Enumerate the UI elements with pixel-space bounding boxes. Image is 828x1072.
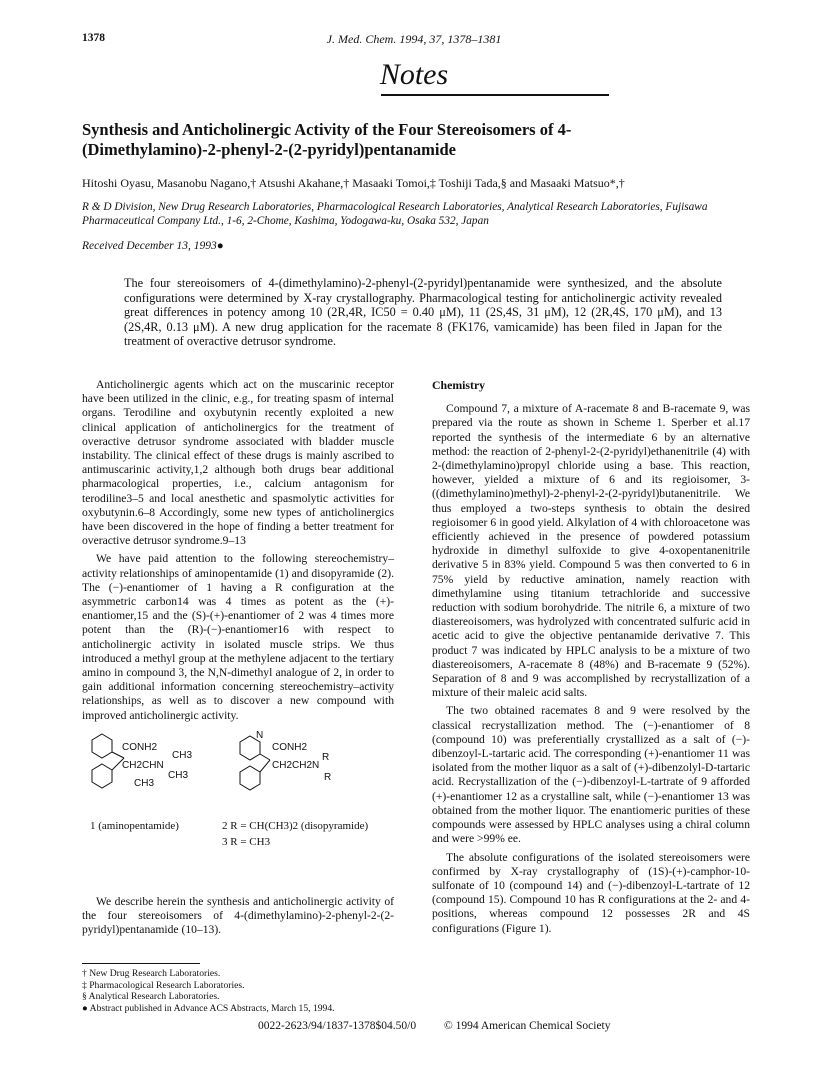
structure-label: N xyxy=(256,730,264,741)
paragraph: The absolute configurations of the isolated stereoisomers were confirmed by X-ray crystallography of (1S)-(+)-camphor-10-sulfonate of 10 (compound 14) and (−)-dibenzoyl-L-tartrate of 12 (compound 15). Compound 10 has R configurations at the 2- and 4-positions, whereas compound 12 possesses 2R and 4S configurations (Figure 1). xyxy=(432,850,750,935)
footer-copyright: © 1994 American Chemical Society xyxy=(444,1020,611,1032)
paragraph: Compound 7, a mixture of A-racemate 8 and B-racemate 9, was prepared via the route as shown in Scheme 1. Sperber et al.17 reported the synthesis of the intermediate 6 by an alternative method: the reaction of 2-phenyl-2-(2-pyridyl)ethanenitrile (4) with 2-(dimethylamino)propyl chloride using a base. This reaction, however, yielded a mixture of 6 and its regioisomer, 3-((dimethylamino)methyl)-2-phenyl-2-(2-pyridyl)butanenitrile. We thus employed a two-steps synthesis to obtain the desired regioisomer 6 in good yield. Alkylation of 4 with chloroacetone was efficiently achieved in the presence of powdered potassium hydroxide in dimethyl sulfoxide to give 4-oxopentanenitrile derivative 5 in 83% yield. Compound 5 was then converted to 6 in 75% yield by reductive amination, namely reaction with dimethylamine using titanium tetrachloride and successive reduction with sodium borohydride. The nitrile 6, a mixture of two diastereoisomers, was hydrolyzed with concentrated sulfuric acid in acetic acid to give the objective pentanamide derivative 7. This product 7 was indicated by HPLC analysis to be a mixture of two diastereoisomers, A-racemate 8 (48%) and B-racemate 9 (52%). Separation of 8 and 9 was accomplished by recrystallization of a mixture of their maleic acid salts. xyxy=(432,402,750,700)
footnote-rule xyxy=(82,963,200,964)
paragraph: We have paid attention to the following stereochemistry–activity relationships of aminopentamide (1) and disopyramide (2). The (−)-enantiomer of 1 having a R configuration at the asymmetric carbon14 was 4 times as potent as the (+)-enantiomer,15 and the (S)-(+)-enantiomer of 2 was 4 times more potent than the (R)-(−)-enantiomer16 with respect to anticholinergic activity in isolated muscle strips. We thus introduced a methyl group at the methylene adjacent to the tertiary amino in compound 3, the N,N-dimethyl analogue of 2, in order to gain additional information concerning stereochemistry–activity relationships, as well as to discover a new compound with improved anticholinergic activity. xyxy=(82,552,394,722)
structure-label: CH3 xyxy=(172,750,193,761)
figure-caption: 1 (aminopentamide) xyxy=(90,820,179,832)
section-heading: Notes xyxy=(379,58,449,91)
footnote: † New Drug Research Laboratories. xyxy=(82,968,221,979)
footnote: ‡ Pharmacological Research Laboratories. xyxy=(82,979,245,991)
footnote: § Analytical Research Laboratories. xyxy=(82,991,220,1002)
structure-label: CH2CH2N xyxy=(272,760,320,771)
received-date: Received December 13, 1993● xyxy=(82,240,224,252)
figure-caption: 2 R = CH(CH3)2 (disopyramide) xyxy=(222,820,369,832)
left-column-end xyxy=(82,895,394,942)
subsection-heading: Chemistry xyxy=(432,378,486,392)
structure-label: R xyxy=(324,772,332,783)
abstract: The four stereoisomers of 4-(dimethylamino)-2-phenyl-(2-pyridyl)pentanamide were synthesized, and the absolute configurations were determined by X-ray crystallography. Pharmacological testing for anticholinergic activity revealed great differences in potency among 10 (2R,4R, IC50 = 0.40 μM), 11 (2S,4S, 31 μM), 12 (2R,4S, 170 μM), and 13 (2S,4R, 0.13 μM). A new drug application for the racemate 8 (FK176, vamicamide) has been filed in Japan for the treatment of overactive detrusor syndrome. xyxy=(124,276,722,349)
affiliation: R & D Division, New Drug Research Laboratories, Pharmacological Research Laboratories, Analytical Research Laboratories, Fujisawa Pharmaceutical Company Ltd., 1-6, 2-Chome, Kashima, Yodogawa-ku, Osaka 532, Japan xyxy=(82,201,708,227)
right-column xyxy=(432,378,750,940)
journal-citation: J. Med. Chem. 1994, 37, 1378–1381 xyxy=(326,32,502,46)
paper-title: Synthesis and Anticholinergic Activity of the Four Stereoisomers of 4-(Dimethylamino)-2-phenyl-2-(2-pyridyl)pentanamide xyxy=(82,120,572,159)
author-list: Hitoshi Oyasu, Masanobu Nagano,† Atsushi Akahane,† Masaaki Tomoi,‡ Toshiji Tada,§ and Masaaki Matsuo*,† xyxy=(82,176,625,190)
left-column xyxy=(82,378,394,727)
paragraph: The two obtained racemates 8 and 9 were resolved by the classical recrystallization method. The (−)-enantiomer of 8 (compound 10) was preferentially crystallized as a salt of (−)-dibenzoyl-L-tartaric acid. The corresponding (+)-enantiomer 11 was isolated from the mother liquor as a salt of (+)-dibenzolyl-D-tartaric acid. Recrystallization of the (−)-dibenzoyl-L-tartrate of 9 afforded (+)-enantiomer 12 as a crystalline salt, while (−)-enantiomer 13 was obtained from the mother liquor. The enantiomeric purities of these compounds were assessed by HPLC analyses using a chiral column and were >99% ee. xyxy=(432,704,750,846)
chemical-structures-figure xyxy=(82,730,394,870)
figure-caption: 3 R = CH3 xyxy=(222,836,271,848)
structure-label: CONH2 xyxy=(272,742,308,753)
paragraph: We describe herein the synthesis and anticholinergic activity of the four stereoisomers of 4-(dimethylamino)-2-phenyl-2-(2-pyridyl)pentanamide (10–13). xyxy=(82,895,394,937)
footnotes xyxy=(82,968,394,1014)
structure-label: CH2CHN xyxy=(122,760,164,771)
paragraph: Anticholinergic agents which act on the muscarinic receptor have been utilized in the clinic, e.g., for treating spasm of internal organs. Terodiline and oxybutynin recently exploited a new clinical application of anticholinergics for the treatment of overactive detrusor syndrome associated with bladder muscle instability. The clinical effect of these drugs is mainly ascribed to antimuscarinic activity,1,2 although both drugs bear additional pharmacological properties, i.e., calcium antagonism for terodiline3–5 and local anesthetic and spasmolytic activities for oxybutynin.6–8 Accordingly, some new types of anticholinergics have been discovered in the hope of finding a better treatment for overactive detrusor syndrome.9–13 xyxy=(82,378,394,548)
structure-label: CH3 xyxy=(168,770,189,781)
structure-label: CONH2 xyxy=(122,742,158,753)
structure-label: CH3 xyxy=(134,778,155,789)
section-rule xyxy=(381,94,609,96)
footer-code: 0022-2623/94/1837-1378$04.50/0 xyxy=(258,1020,417,1032)
footnote: ● Abstract published in Advance ACS Abstracts, March 15, 1994. xyxy=(82,1002,335,1014)
page-number: 1378 xyxy=(82,32,105,44)
structure-label: R xyxy=(322,752,330,763)
